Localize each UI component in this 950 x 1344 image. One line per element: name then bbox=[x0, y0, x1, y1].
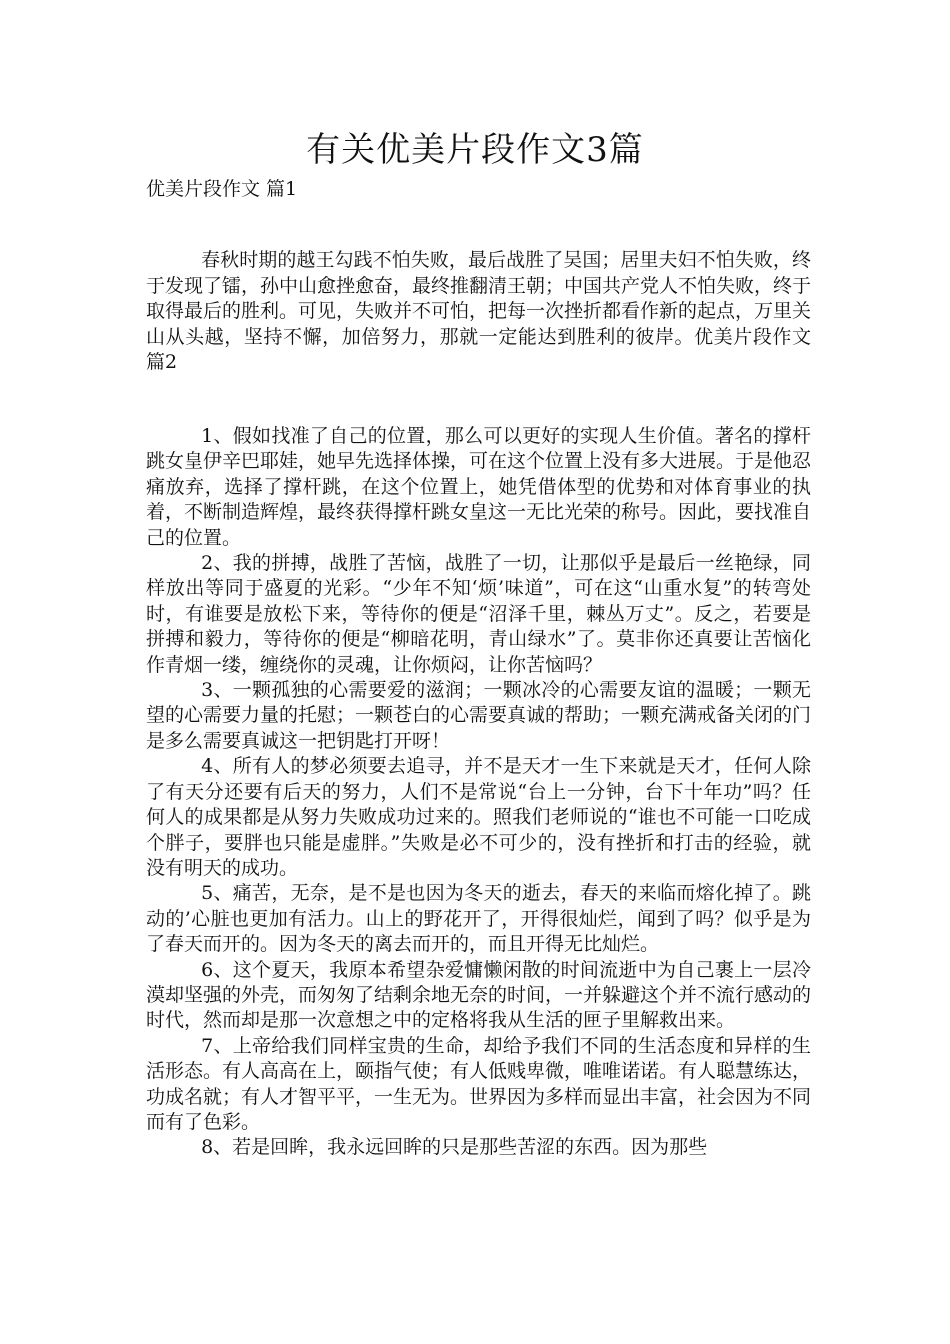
section-2-body bbox=[146, 424, 811, 1161]
section-heading-2: 优美片段作文 篇2 bbox=[146, 325, 811, 373]
list-item: 2、我的拼搏，战胜了苦恼，战胜了一切，让那似乎是最后一丝艳绿，同样放出等同于盛夏的光彩。“少年不知‘烦’味道”，可在这“山重水复”的转弯处时，有谁要是放松下来，等待你的便是“沼泽千里，棘丛万丈”。反之，若要是拼搏和毅力，等待你的便是“柳暗花明，青山绿水”了。莫非你还真要让苦恼化作青烟一缕，缠绕你的灵魂，让你烦闷，让你苦恼吗？ bbox=[146, 552, 811, 676]
document-title: 有关优美片段作文3篇 bbox=[306, 130, 644, 170]
list-item: 4、所有人的梦必须要去追寻，并不是天才一生下来就是天才，任何人除了有天分还要有后天的努力，人们不是常说“台上一分钟，台下十年功”吗？任何人的成果都是从努力失败成功过来的。照我们老师说的“谁也不可能一口吃成个胖子，要胖也只能是虚胖。”失败是必不可少的，没有挫折和打击的经验，就没有明天的成功。 bbox=[146, 755, 811, 879]
paragraph-1 bbox=[146, 248, 811, 376]
list-item: 8、若是回眸，我永远回眸的只是那些苦涩的东西。因为那些 bbox=[201, 1136, 708, 1159]
list-item: 3、一颗孤独的心需要爱的滋润；一颗冰冷的心需要友谊的温暖；一颗无望的心需要力量的托慰；一颗苍白的心需要真诚的帮助；一颗充满戒备关闭的门是多么需要真诚这一把钥匙打开呀！ bbox=[146, 679, 812, 752]
list-item: 5、痛苦，无奈，是不是也因为冬天的逝去，春天的来临而熔化掉了。跳动的’心脏也更加有活力。山上的野花开了，开得很灿烂，闻到了吗？似乎是为了春天而开的。因为冬天的离去而开的，而且开得无比灿烂。 bbox=[146, 882, 811, 956]
list-item: 6、这个夏天，我原本希望杂爱慵懒闲散的时间流逝中为自己裹上一层冷漠却坚强的外壳，而匆匆了结剩余地无奈的时间，一并躲避这个并不流行感动的时代，然而却是那一次意想之中的定格将我从生活的匣子里解救出来。 bbox=[146, 958, 812, 1032]
list-item: 7、上帝给我们同样宝贵的生命，却给予我们不同的生活态度和异样的生活形态。有人高高在上，颐指气使；有人低贱卑微，唯唯诺诺。有人聪慧练达，功成名就；有人才智平平，一生无为。世界因为多样而显出丰富，社会因为不同而有了色彩。 bbox=[146, 1034, 812, 1133]
section-heading-1: 优美片段作文 篇1 bbox=[146, 178, 298, 200]
list-item: 1、假如找准了自己的位置，那么可以更好的实现人生价值。著名的撑杆跳女皇伊辛巴耶娃，她早先选择体操，可在这个位置上没有多大进展。于是他忍痛放弃，选择了撑杆跳，在这个位置上，她凭借体型的优势和对体育事业的执着，不断制造辉煌，最终获得撑杆跳女皇这一无比光荣的称号。因此，要找准自己的位置。 bbox=[146, 425, 812, 549]
paragraph-1-text: 春秋时期的越王勾践不怕失败，最后战胜了吴国；居里夫妇不怕失败，终于发现了镭，孙中山愈挫愈奋，最终推翻清王朝；中国共产党人不怕失败，终于取得最后的胜利。可见，失败并不可怕，把每一次挫折都看作新的起点，万里关山从头越，坚持不懈，加倍努力，那就一定能达到胜利的彼岸。 bbox=[146, 249, 812, 348]
